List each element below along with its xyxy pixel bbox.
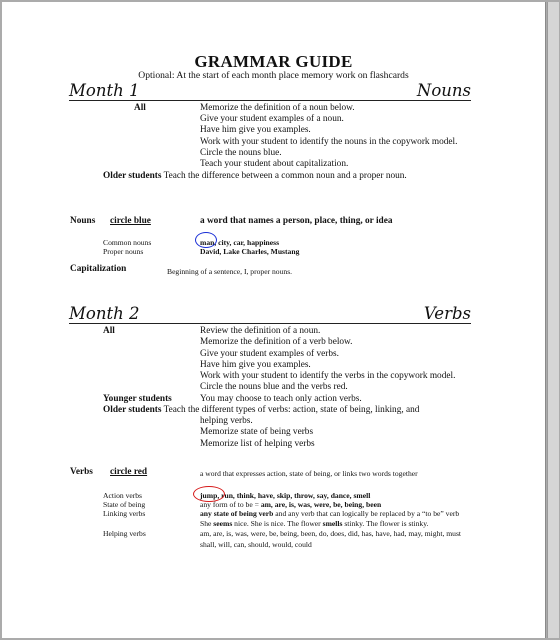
state-of-being-label: State of being [103, 500, 146, 509]
document-subtitle: Optional: At the start of each month place memory work on flashcards [138, 70, 409, 81]
linking-ex-text: nice. She is nice. The flower [232, 519, 323, 528]
month1-item: Work with your student to identify the nouns in the copywork model. [200, 136, 458, 147]
action-verbs-label: Action verbs [103, 491, 143, 500]
month2-younger-text: You may choose to teach only action verbs. [200, 394, 362, 404]
blue-circle-mark [195, 232, 217, 248]
month2-item: Review the definition of a noun. [200, 326, 321, 336]
month1-rule [69, 100, 471, 101]
helping-verbs-line: am, are, is, was, were, be, being, been, do, does, did, has, have, had, may, might, must [200, 529, 462, 538]
linking-verbs-bold: any state of being verb [200, 509, 274, 518]
month2-item: Memorize the definition of a verb below. [200, 337, 353, 348]
verbs-circle-red: circle red [110, 467, 148, 477]
noun-definition: a word that names a person, place, thing, or idea [200, 216, 393, 226]
common-noun-rest: , city, car, happiness [214, 238, 280, 247]
month2-younger-label: Younger students [103, 394, 172, 404]
linking-ex-text: She [200, 519, 214, 528]
linking-ex-smells: smells [322, 519, 343, 528]
month2-older-item: Memorize list of helping verbs [200, 438, 315, 449]
month2-label: Month 2 [69, 304, 140, 323]
vertical-scrollbar[interactable] [547, 2, 559, 638]
verb-definition: a word that expresses action, state of being, or links two words together [200, 469, 418, 478]
month2-item: Circle the nouns blue and the verbs red. [200, 382, 348, 393]
month1-all-list [200, 103, 457, 170]
month2-older-label: Older students [103, 405, 162, 415]
nouns-circle-blue: circle blue [110, 216, 151, 226]
action-verb-rest: , run, think, have, skip, throw, say, dance, smell [217, 491, 371, 500]
month2-item: Work with your student to identify the verbs in the copywork model. [200, 371, 456, 382]
state-of-being-prefix: any form of to be = [200, 500, 261, 509]
helping-verbs-list [200, 529, 461, 550]
linking-verbs-definition [200, 509, 459, 518]
state-of-being-examples [200, 500, 381, 509]
month2-older-text: Teach the different types of verbs: action, state of being, linking, and [163, 405, 420, 415]
month2-all-list [200, 326, 455, 394]
nouns-label: Nouns [70, 216, 96, 226]
common-noun-man: man [200, 238, 215, 247]
month2-topic: Verbs [423, 304, 471, 323]
month2-item: Have him give you examples. [200, 359, 311, 370]
month1-item: Teach your student about capitalization. [200, 159, 349, 170]
month1-topic: Nouns [416, 81, 471, 100]
month1-label: Month 1 [69, 81, 140, 100]
linking-verbs-rest: and any verb that can logically be replaced by a “to be” verb [273, 509, 460, 518]
document-page [2, 2, 546, 638]
helping-verbs-label: Helping verbs [103, 529, 146, 538]
month1-older-row [103, 171, 407, 181]
month2-item: Give your student examples of verbs. [200, 348, 339, 359]
verbs-label: Verbs [70, 467, 93, 477]
month1-older-label: Older students [103, 171, 162, 181]
month2-older-cont: helping verbs. [200, 416, 253, 426]
capitalization-label: Capitalization [70, 264, 127, 274]
month1-all-label: All [134, 103, 146, 113]
common-nouns-label: Common nouns [103, 238, 152, 247]
month2-older-list [200, 416, 315, 450]
action-verb-jump: jump [200, 491, 218, 500]
capitalization-text: Beginning of a sentence, I, proper nouns. [167, 267, 293, 276]
month1-item: Have him give you examples. [200, 125, 311, 136]
linking-ex-text: stinky. The flower is stinky. [342, 519, 429, 528]
document-title: GRAMMAR GUIDE [194, 52, 353, 71]
month1-item: Give your student examples of a noun. [200, 114, 344, 125]
state-of-being-value: am, are, is, was, were, be, being, been [260, 500, 382, 509]
month1-item: Memorize the definition of a noun below. [200, 103, 355, 113]
helping-verbs-line: shall, will, can, should, would, could [200, 539, 312, 549]
linking-verbs-label: Linking verbs [103, 509, 146, 518]
month2-older-item: Memorize state of being verbs [200, 427, 314, 438]
linking-verbs-example [200, 519, 428, 528]
month2-older-row [103, 405, 419, 415]
proper-nouns-examples: David, Lake Charles, Mustang [200, 247, 300, 256]
month1-older-text: Teach the difference between a common noun and a proper noun. [163, 171, 407, 181]
month2-rule [69, 323, 471, 324]
action-verbs-examples [200, 491, 370, 500]
proper-nouns-label: Proper nouns [103, 247, 144, 256]
linking-ex-seems: seems [213, 519, 233, 528]
month2-all-label: All [103, 326, 115, 336]
month1-item: Circle the nouns blue. [200, 147, 282, 158]
